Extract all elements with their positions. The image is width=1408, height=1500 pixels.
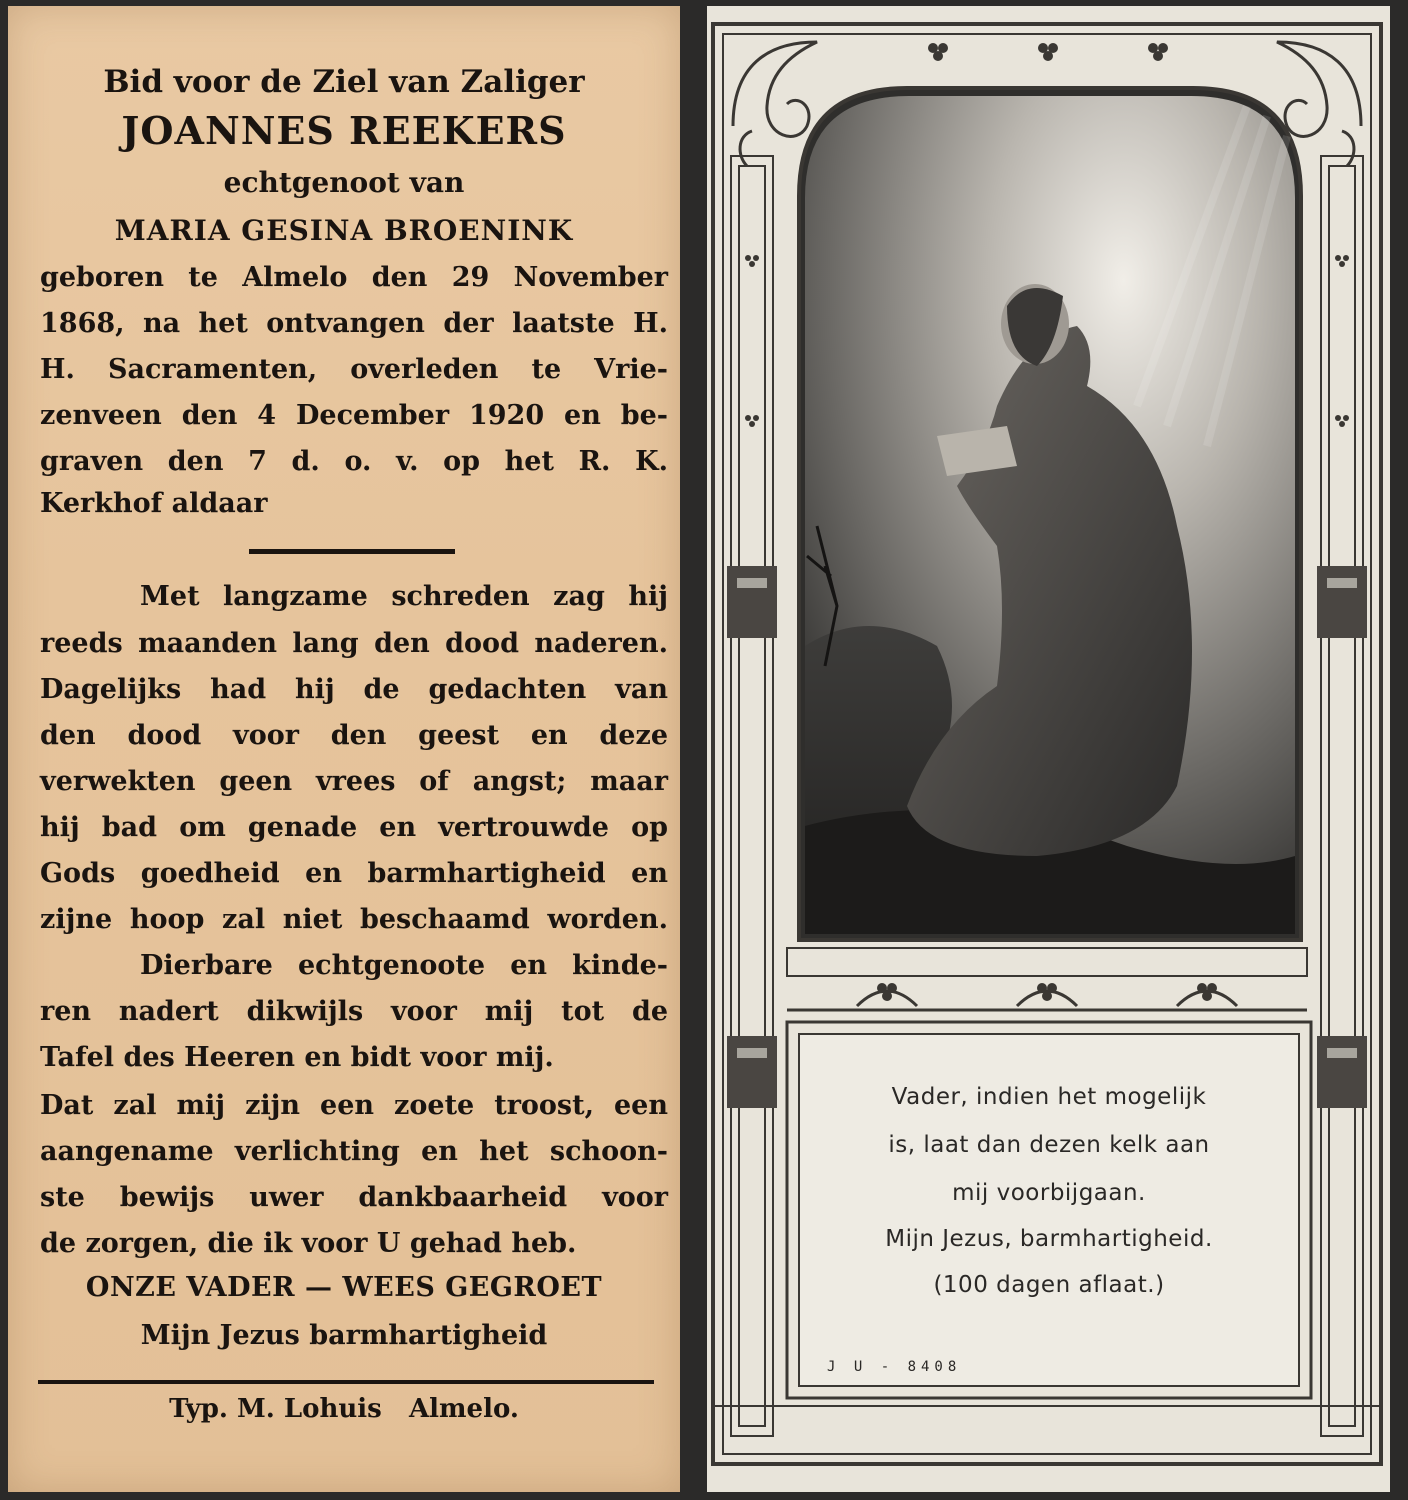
paragraph-line: Met langzame schreden zag hij xyxy=(140,581,668,612)
paragraph-line: Dat zal mij zijn een zoete troost, een xyxy=(40,1090,668,1121)
prayer-caption xyxy=(800,1046,1298,1384)
paragraph-line: Tafel des Heeren en bidt voor mij. xyxy=(40,1042,554,1073)
spouse-intro: echtgenoot van xyxy=(223,166,465,199)
caption-line: Mijn Jezus, barmhartigheid. xyxy=(885,1226,1213,1252)
deceased-name: JOANNES REEKERS xyxy=(121,108,567,153)
print-code: J U - 8408 xyxy=(827,1359,962,1375)
bio-line: Kerkhof aldaar xyxy=(40,488,268,519)
paragraph-line: aangename verlichting en het schoon- xyxy=(40,1136,668,1167)
invocation-line: Mijn Jezus barmhartigheid xyxy=(140,1320,548,1351)
divider xyxy=(38,1380,654,1384)
bio-line: H. Sacramenten, overleden te Vrie- xyxy=(40,354,668,385)
caption-line: Vader, indien het mogelijk xyxy=(891,1084,1207,1110)
paragraph-line: hij bad om genade en vertrouwde op xyxy=(40,812,668,843)
memorial-text-card xyxy=(8,6,680,1492)
caption-line: is, laat dan dezen kelk aan xyxy=(888,1132,1210,1158)
paragraph-line: de zorgen, die ik voor U gehad heb. xyxy=(40,1228,577,1259)
bio-line: graven den 7 d. o. v. op het R. K. xyxy=(40,446,668,477)
bio-line: zenveen den 4 December 1920 en be- xyxy=(40,400,668,431)
paragraph-line: Gods goedheid en barmhartigheid en xyxy=(40,858,668,889)
paragraph-line: reeds maanden lang den dood naderen. xyxy=(40,628,668,659)
devotional-picture-card xyxy=(707,6,1390,1492)
bio-line: 1868, na het ontvangen der laatste H. xyxy=(40,308,668,339)
bio-line: geboren te Almelo den 29 November xyxy=(40,262,668,293)
paragraph-line: ren nadert dikwijls voor mij tot de xyxy=(40,996,668,1027)
caption-line: mij voorbijgaan. xyxy=(952,1180,1146,1206)
prayer-line: ONZE VADER — WEES GEGROET xyxy=(85,1272,603,1303)
paragraph-line: verwekten geen vrees of angst; maar xyxy=(40,766,668,797)
caption-line: (100 dagen aflaat.) xyxy=(933,1272,1165,1298)
spouse-name: MARIA GESINA BROENINK xyxy=(114,214,574,247)
paragraph-line: zijne hoop zal niet beschaamd worden. xyxy=(40,904,668,935)
paragraph-line: Dierbare echtgenoote en kinde- xyxy=(140,950,668,981)
paragraph-line: Dagelijks had hij de gedachten van xyxy=(40,674,668,705)
printer-line: Typ. M. Lohuis Almelo. xyxy=(169,1394,519,1424)
paragraph-line: ste bewijs uwer dankbaarheid voor xyxy=(40,1182,668,1213)
trefoil-ornament xyxy=(928,43,1168,61)
divider xyxy=(249,549,455,554)
paragraph-line: den dood voor den geest en deze xyxy=(40,720,668,751)
heading-prayer-line: Bid voor de Ziel van Zaliger xyxy=(103,64,585,100)
